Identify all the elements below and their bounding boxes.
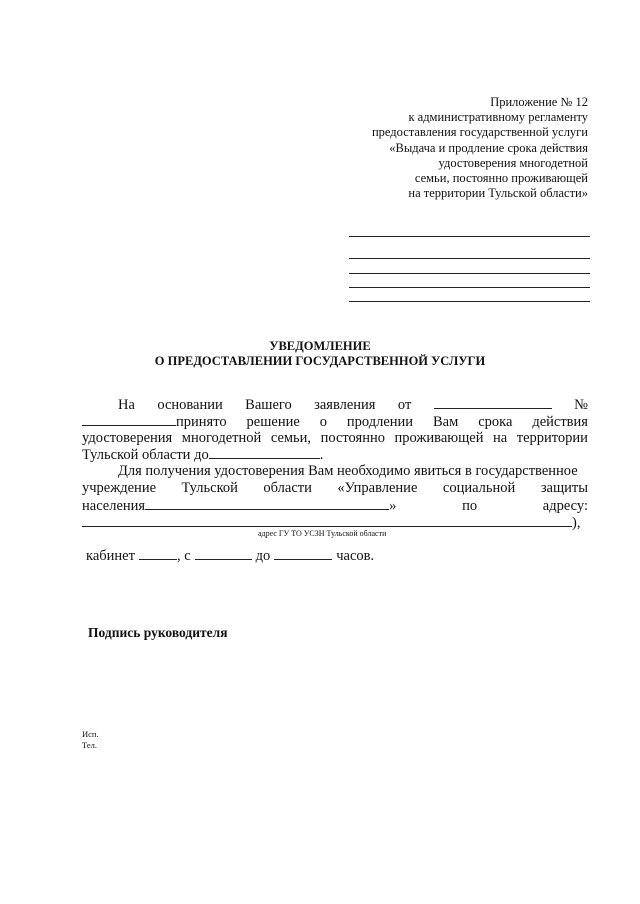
- body-line-9: [86, 547, 592, 565]
- body-word: проживающей: [394, 430, 484, 446]
- closing-quote: »: [389, 498, 397, 514]
- appendix-line: к административному регламенту: [408, 110, 588, 125]
- body-word: основании: [157, 397, 223, 413]
- document-subtitle: О ПРЕДОСТАВЛЕНИИ ГОСУДАРСТВЕННОЙ УСЛУГИ: [154, 354, 486, 368]
- body-word: области: [263, 480, 312, 496]
- body-word: удостоверения: [82, 430, 173, 446]
- closing-paren: ),: [572, 515, 581, 531]
- body-word: населения: [82, 498, 146, 514]
- body-word: Вашего: [245, 397, 292, 413]
- number-with-word: [82, 413, 227, 431]
- body-word: действия: [532, 414, 588, 430]
- body-word: от: [397, 397, 412, 413]
- body-word: принято: [176, 414, 227, 430]
- body-line-6: [82, 480, 588, 497]
- body-line-7: [82, 497, 588, 515]
- recipient-blank-line[interactable]: [349, 301, 590, 302]
- appendix-line: семьи, постоянно проживающей: [414, 171, 588, 186]
- appendix-line: «Выдача и продление срока действия: [389, 140, 588, 155]
- body-word: на: [493, 430, 508, 446]
- body-line-2: [82, 413, 588, 431]
- body-word: продлении: [346, 414, 414, 430]
- time-from-field[interactable]: [195, 547, 252, 560]
- phone-label: Тел.: [82, 740, 98, 750]
- body-word: срока: [478, 414, 513, 430]
- executor-label: Исп.: [82, 729, 99, 739]
- document-title: УВЕДОМЛЕНИЕ: [269, 339, 371, 353]
- body-word: заявления: [314, 397, 376, 413]
- institution-group: [82, 497, 396, 515]
- body-word: многодетной: [181, 430, 262, 446]
- body-word: постоянно: [320, 430, 385, 446]
- body-word: о: [319, 414, 327, 430]
- body-word: адресу:: [542, 498, 588, 514]
- appendix-line: удостоверения многодетной: [438, 155, 588, 170]
- body-line-1: [118, 396, 588, 414]
- valid-until-date-field[interactable]: [209, 446, 320, 459]
- recipient-blank-line[interactable]: [349, 258, 590, 259]
- signature-label: Подпись руководителя: [88, 625, 228, 640]
- body-word: решение: [246, 414, 300, 430]
- body-word: «Управление: [337, 480, 418, 496]
- appendix-line: Приложение № 12: [490, 95, 588, 109]
- application-date-field[interactable]: [434, 396, 552, 409]
- body-word: На: [118, 397, 135, 413]
- appendix-header: [268, 95, 588, 201]
- body-word: до: [255, 548, 271, 564]
- address-field-caption: адрес ГУ ТО УСЗН Тульской области: [258, 529, 387, 538]
- recipient-blank-line[interactable]: [349, 236, 590, 237]
- number-sign: №: [574, 397, 588, 413]
- body-word: по: [462, 498, 478, 514]
- body-word: семьи,: [270, 430, 312, 446]
- institution-name-field[interactable]: [145, 497, 389, 510]
- body-line-3: [82, 430, 588, 447]
- body-line-5: [118, 463, 588, 480]
- time-to-field[interactable]: [274, 547, 332, 560]
- body-word: , с: [176, 548, 191, 564]
- recipient-blank-line[interactable]: [349, 273, 590, 274]
- body-word: Тульской: [181, 480, 238, 496]
- body-word: часов.: [336, 548, 375, 564]
- body-line-4: [82, 446, 588, 464]
- body-word: социальной: [442, 480, 516, 496]
- address-field[interactable]: [82, 514, 572, 527]
- appendix-line: на территории Тульской области»: [408, 186, 588, 201]
- body-word: кабинет: [86, 548, 135, 564]
- body-word: территории: [516, 430, 588, 446]
- appendix-line: предоставления государственной услуги: [371, 125, 588, 140]
- body-word: Вам: [432, 414, 459, 430]
- period-mark: .: [319, 447, 324, 463]
- body-text: Для получения удостоверения Вам необходимо явиться в государственное: [118, 463, 578, 479]
- body-word: учреждение: [82, 480, 157, 496]
- room-number-field[interactable]: [139, 547, 177, 560]
- recipient-blank-line[interactable]: [349, 287, 590, 288]
- body-word: защиты: [540, 480, 588, 496]
- application-number-field[interactable]: [82, 413, 176, 426]
- body-text: Тульской области до: [82, 447, 209, 463]
